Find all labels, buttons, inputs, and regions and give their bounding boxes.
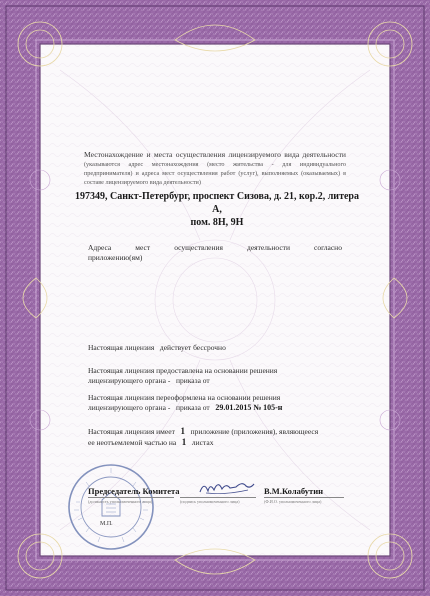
reissued-order: приказа от	[175, 403, 210, 412]
appendix-count-2: 1	[181, 437, 187, 447]
validity-label: Настоящая лицензия	[88, 343, 155, 352]
granted-line-2: лицензирующего органа -	[88, 376, 171, 385]
address-line-1: 197349, Санкт-Петербург, проспект Сизова, д. 21, кор.2, литера А,	[75, 191, 359, 215]
location-header-main: Местонахождение и места осуществления лицензируемого вида деятельности	[84, 150, 346, 159]
address-line-2: пом. 8Н, 9Н	[190, 217, 244, 228]
places-note	[88, 243, 342, 263]
validity-value: действует бессрочно	[159, 343, 226, 352]
location-header-sub: (указываются адрес местонахождения (место жительства - для индивидуального предпринимателя) и адреса мест осуществления работ (услуг), выполняемых (оказываемых) в составе лицензируемого вида деятельности)	[84, 161, 346, 186]
appendix-text-2: приложение (приложения), являющееся	[190, 427, 319, 436]
appendix-block	[88, 426, 358, 448]
reissued-block	[88, 393, 358, 413]
handwritten-signature	[196, 477, 256, 499]
reissued-date: 29.01.2015	[215, 403, 252, 412]
appendix-count-1: 1	[180, 426, 185, 436]
address-block	[72, 190, 362, 229]
reissued-number-label: №	[253, 403, 262, 412]
places-word-2: мест	[135, 243, 151, 252]
reissued-line-1: Настоящая лицензия переоформлена на основании решения	[88, 393, 281, 402]
name-caption: (Ф.И.О. уполномоченного лица)	[264, 499, 322, 504]
places-line-2: приложению(ям)	[88, 253, 143, 262]
location-header	[84, 150, 346, 187]
signature-caption: (подпись уполномоченного лица)	[180, 499, 240, 504]
position-caption: (должность уполномоченного лица)	[88, 499, 153, 504]
signatory-name: В.М.Колабутин	[264, 486, 323, 496]
validity-block	[88, 343, 358, 353]
granted-order: приказа от	[175, 376, 210, 385]
name-line	[264, 497, 344, 498]
places-word-1: Адреса	[88, 243, 112, 252]
places-word-4: деятельности	[247, 243, 290, 252]
appendix-text-1: Настоящая лицензия имеет	[88, 427, 175, 436]
official-seal	[66, 462, 156, 552]
places-word-3: осуществления	[174, 243, 223, 252]
granted-line-1: Настоящая лицензия предоставлена на основании решения	[88, 366, 278, 375]
places-word-5: согласно	[314, 243, 342, 252]
reissued-number: 105-н	[263, 403, 283, 412]
appendix-text-4: листах	[191, 438, 214, 447]
signature-line	[180, 497, 256, 498]
appendix-text-3: ее неотъемлемой частью на	[88, 438, 177, 447]
mp-mark: М.П.	[100, 521, 113, 527]
granted-block	[88, 366, 358, 386]
signatory-position: Председатель Комитета	[88, 486, 180, 496]
position-line	[88, 497, 174, 498]
reissued-line-2: лицензирующего органа -	[88, 403, 171, 412]
